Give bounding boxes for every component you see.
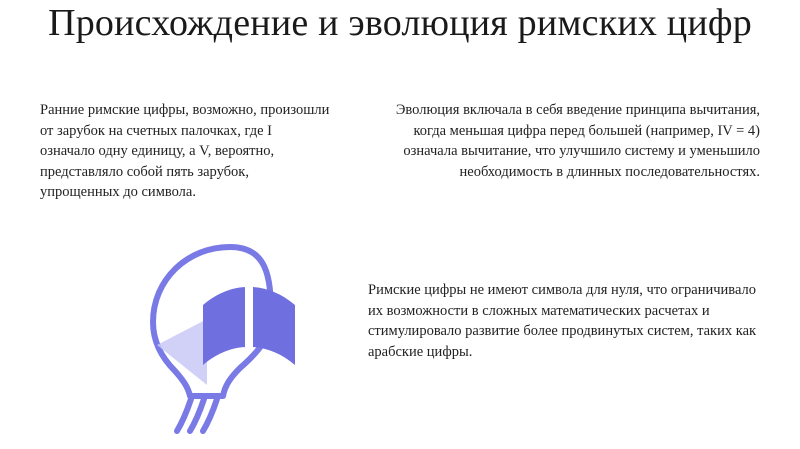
body-text-right-bottom: Римские цифры не имеют символа для нуля, что ограничивало их возможности в сложных математических расчетах и стимулировало развитие более продвинутых систем, таких как арабские цифры. <box>368 282 757 360</box>
page-title: Происхождение и эволюция римских цифр <box>48 2 752 44</box>
body-text-right-top: Эволюция включала в себя введение принципа вычитания, когда меньшая цифра перед большей (например, IV = 4) означала вычитание, что улучшило систему и уменьшило необходимость в длинных последовательностях. <box>395 102 760 180</box>
illustration <box>95 235 315 435</box>
body-text-left: Ранние римские цифры, возможно, произошли от зарубок на счетных палочках, где I означало одну единицу, а V, вероятно, представляло собой пять зарубок, упрощенных до символа. <box>40 102 330 201</box>
lightbulb-with-open-book-icon <box>95 235 315 435</box>
